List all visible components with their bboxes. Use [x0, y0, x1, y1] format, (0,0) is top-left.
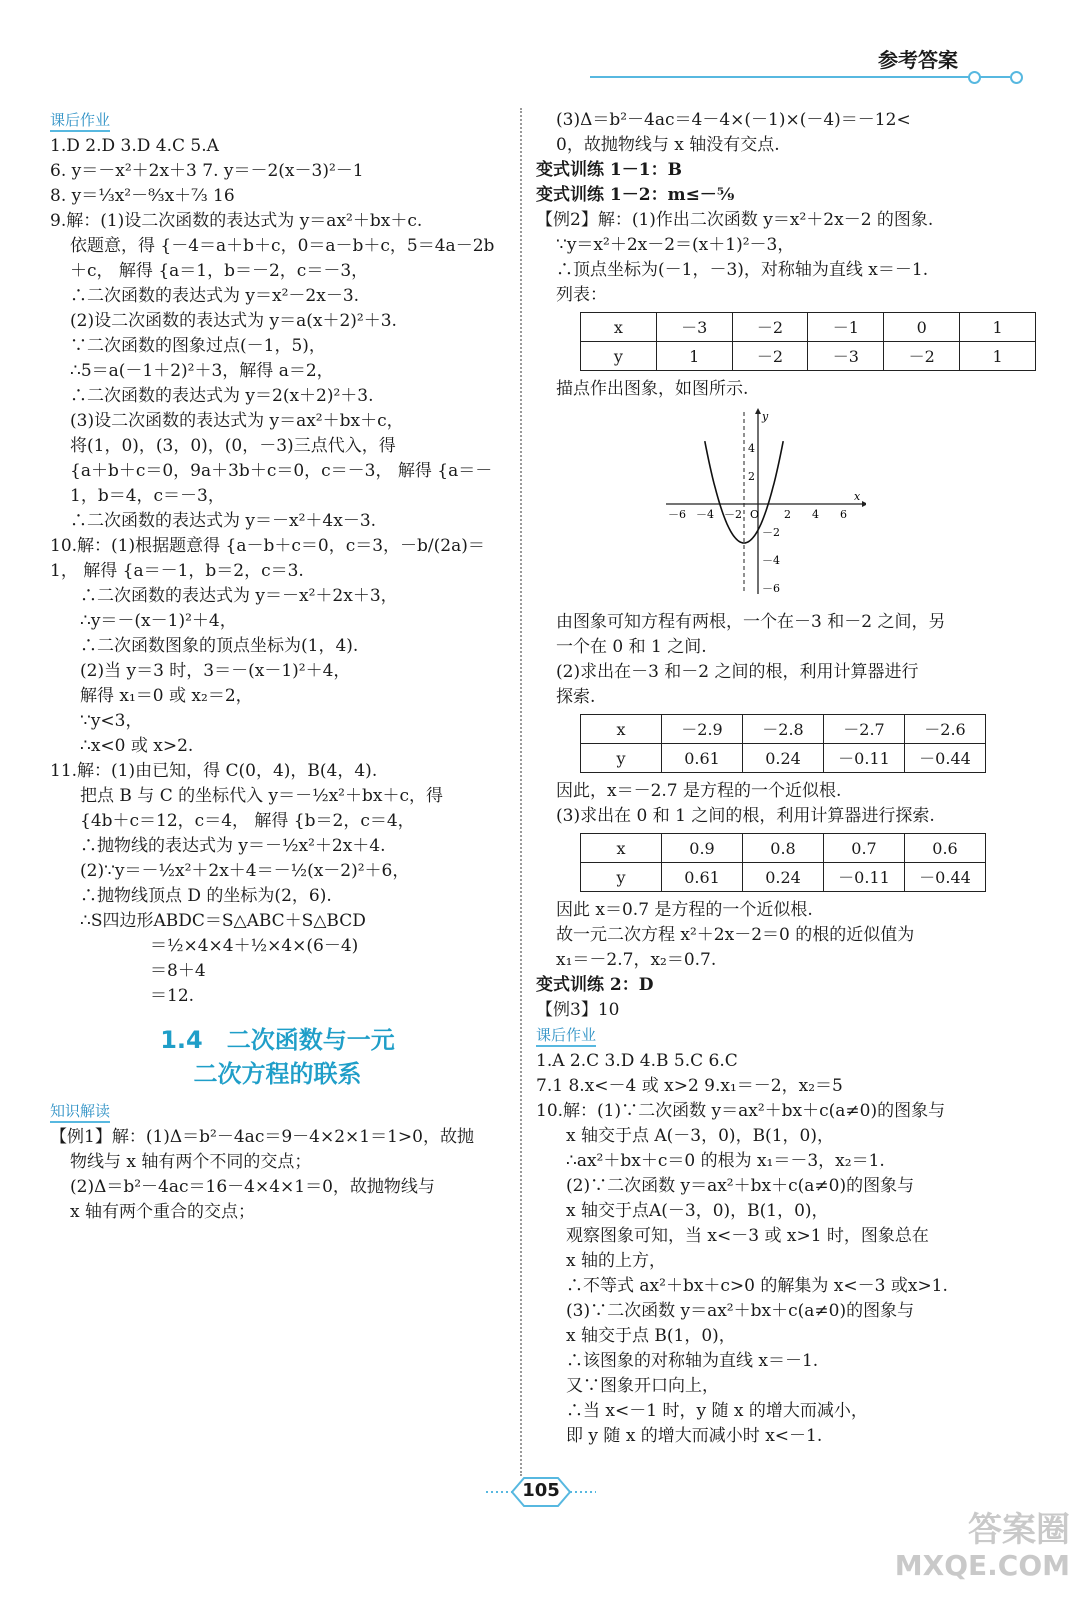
answer-line: ∴ax²＋bx＋c＝0 的根为 x₁＝－3，x₂＝1.: [566, 1151, 885, 1171]
answer-line: x 轴交于点A(－3，0)，B(1，0)，: [566, 1201, 829, 1221]
answer-line: ∴二次函数的表达式为 y＝2(x＋2)²＋3.: [70, 386, 374, 406]
table-cell: 0.24: [743, 744, 824, 773]
section-label-homework: 课后作业: [50, 110, 110, 132]
table-row: [581, 313, 1036, 342]
answer-line: 一个在 0 和 1 之间.: [556, 637, 707, 657]
answer-line: 依题意，得 {－4＝a＋b＋c，0＝a－b＋c，5＝4a－2b＋c， 解得 {a＝1，b＝－2，c＝－3，: [70, 236, 495, 281]
page-number-badge: [486, 1472, 596, 1512]
table-row: [581, 715, 986, 744]
answer-line: ∴该图象的对称轴为直线 x＝－1.: [566, 1351, 819, 1371]
x-tick-origin: O: [750, 508, 760, 521]
answer-line: 10.解：(1)∵二次函数 y＝ax²＋bx＋c(a≠0)的图象与: [536, 1101, 946, 1121]
y-tick: －2: [762, 526, 780, 539]
answer-line: ∴二次函数的表达式为 y＝x²－2x－3.: [70, 286, 360, 306]
y-tick: 4: [748, 442, 755, 455]
answer-line: {4b＋c＝12，c＝4， 解得 {b＝2，c＝4，: [80, 811, 415, 831]
answer-line: 8. y＝⅓x²－⁸⁄₃x＋⁷⁄₃ 16: [50, 186, 235, 206]
answer-line: {a＋b＋c＝0，9a＋3b＋c＝0，c＝－3， 解得 {a＝－1，b＝4，c＝－3，: [70, 461, 493, 506]
answer-line: 描点作出图象，如图所示.: [556, 379, 749, 399]
answer-line: ＝8＋4: [150, 961, 206, 981]
column-divider: [520, 108, 522, 1476]
table-cell: 0.9: [662, 834, 743, 863]
answer-line: ∴二次函数的表达式为 y＝－x²＋2x＋3，: [80, 586, 398, 606]
answer-line: ∴当 x<－1 时，y 随 x 的增大而减小，: [566, 1401, 868, 1421]
table-cell: －3: [656, 313, 732, 342]
table-cell: 1: [960, 313, 1036, 342]
table-cell: 0: [884, 313, 960, 342]
answer-line: x 轴有两个重合的交点；: [70, 1202, 255, 1222]
value-table-1: [580, 312, 1036, 371]
table-cell: x: [581, 715, 662, 744]
answer-line: x 轴交于点 B(1，0)，: [566, 1326, 736, 1346]
answer-line: 【例2】解：(1)作出二次函数 y＝x²＋2x－2 的图象.: [536, 210, 934, 230]
table-cell: y: [581, 342, 657, 371]
answer-line: 【例1】解：(1)Δ＝b²－4ac＝9－4×2×1＝1>0，故抛: [50, 1127, 474, 1147]
y-tick: －4: [762, 554, 780, 567]
answer-line: 解得 x₁＝0 或 x₂＝2，: [80, 686, 253, 706]
x-tick: －6: [668, 508, 686, 521]
header-dot: [968, 71, 981, 84]
table-cell: －2.6: [905, 715, 986, 744]
answer-line: 【例3】10: [536, 1000, 620, 1020]
x-tick: －4: [696, 508, 714, 521]
x-axis-arrow: [862, 501, 866, 507]
table-cell: －0.44: [905, 744, 986, 773]
table-row: [581, 863, 986, 892]
answer-line: 9.解：(1)设二次函数的表达式为 y＝ax²＋bx＋c.: [50, 211, 423, 231]
y-tick: －6: [762, 582, 780, 595]
answer-line: (3)Δ＝b²－4ac＝4－4×(－1)×(－4)＝－12<: [556, 110, 911, 130]
table-cell: 0.6: [905, 834, 986, 863]
left-column: [50, 108, 505, 1225]
header-dot: [1010, 71, 1023, 84]
table-cell: －1: [808, 313, 884, 342]
table-cell: －0.11: [824, 863, 905, 892]
table-cell: 0.61: [662, 744, 743, 773]
answer-line: 变式训练 2：D: [536, 975, 654, 995]
answer-line: 6. y＝－x²＋2x＋3 7. y＝－2(x－3)²－1: [50, 161, 364, 181]
answer-line: 故一元二次方程 x²＋2x－2＝0 的根的近似值为: [556, 925, 915, 945]
answer-line: ∴抛物线顶点 D 的坐标为(2，6).: [80, 886, 332, 906]
watermark-text: 答案圈: [968, 1510, 1070, 1550]
answer-line: ∵二次函数的图象过点(－1，5)，: [70, 336, 326, 356]
answer-line: 7.1 8.x<－4 或 x>2 9.x₁＝－2，x₂＝5: [536, 1076, 843, 1096]
answer-line: (2)∵二次函数 y＝ax²＋bx＋c(a≠0)的图象与: [566, 1176, 915, 1196]
table-row: [581, 342, 1036, 371]
answer-line: ∴二次函数的表达式为 y＝－x²＋4x－3.: [70, 511, 377, 531]
section-label-homework: 课后作业: [536, 1025, 596, 1047]
right-column: [536, 108, 1036, 1449]
answer-line: 因此，x＝－2.7 是方程的一个近似根.: [556, 781, 842, 801]
watermark: [870, 1510, 1070, 1590]
answer-line: 又∵图象开口向上，: [566, 1376, 719, 1396]
value-table-2: [580, 714, 986, 773]
x-tick: 4: [812, 508, 819, 521]
x-tick: 6: [840, 508, 847, 521]
answer-line: ＝½×4×4＋½×4×(6－4): [150, 936, 359, 956]
chapter-title-line: 二次方程的联系: [193, 1060, 362, 1088]
table-cell: －3: [808, 342, 884, 371]
answer-line: ∴5＝a(－1＋2)²＋3，解得 a＝2，: [70, 361, 334, 381]
table-cell: y: [581, 863, 662, 892]
answer-line: x 轴的上方，: [566, 1251, 666, 1271]
answer-line: ∴S四边形ABDC＝S△ABC＋S△BCD: [80, 911, 366, 931]
table-cell: 0.7: [824, 834, 905, 863]
answer-line: ∵y<3，: [80, 711, 143, 731]
answer-line: 把点 B 与 C 的坐标代入 y＝－½x²＋bx＋c，得: [80, 786, 443, 806]
table-cell: 0.61: [662, 863, 743, 892]
y-tick: 2: [748, 470, 755, 483]
answer-line: 由图象可知方程有两根，一个在－3 和－2 之间，另: [556, 612, 946, 632]
answer-line: 变式训练 1－2：m≤－⁵⁄₉: [536, 185, 735, 205]
answer-line: 因此 x＝0.7 是方程的一个近似根.: [556, 900, 813, 920]
table-row: [581, 834, 986, 863]
table-row: [581, 744, 986, 773]
table-cell: －2.8: [743, 715, 824, 744]
answer-line: 10.解：(1)根据题意得 {a－b＋c＝0，c＝3，－b/(2a)＝1， 解得 {a＝－1，b＝2，c＝3.: [50, 536, 485, 581]
x-tick: 2: [784, 508, 791, 521]
table-cell: x: [581, 834, 662, 863]
chapter-title: [50, 1023, 505, 1091]
answer-line: (2)Δ＝b²－4ac＝16－4×4×1＝0，故抛物线与: [70, 1177, 435, 1197]
table-cell: 0.24: [743, 863, 824, 892]
answer-line: 变式训练 1－1：B: [536, 160, 682, 180]
table-cell: y: [581, 744, 662, 773]
watermark-url: MXQE.COM: [894, 1549, 1070, 1582]
value-table-3: [580, 833, 986, 892]
table-cell: －2.9: [662, 715, 743, 744]
table-cell: －0.44: [905, 863, 986, 892]
answer-line: 探索.: [556, 687, 596, 707]
answer-line: 1.A 2.C 3.D 4.B 5.C 6.C: [536, 1051, 738, 1071]
table-cell: x: [581, 313, 657, 342]
x-axis-label: x: [854, 490, 861, 503]
y-axis-arrow: [755, 408, 761, 414]
answer-line: ∴顶点坐标为(－1，－3)，对称轴为直线 x＝－1.: [556, 260, 929, 280]
table-cell: －0.11: [824, 744, 905, 773]
page-number: 105: [522, 1480, 560, 1501]
answer-line: ∴不等式 ax²＋bx＋c>0 的解集为 x<－3 或x>1.: [566, 1276, 948, 1296]
section-label-knowledge: 知识解读: [50, 1101, 110, 1123]
answer-line: x 轴交于点 A(－3，0)，B(1，0)，: [566, 1126, 834, 1146]
table-cell: －2: [732, 313, 808, 342]
answer-line: 观察图象可知，当 x<－3 或 x>1 时，图象总在: [566, 1226, 929, 1246]
chapter-title-line: 1.4 二次函数与一元: [160, 1026, 395, 1054]
answer-line: 1.D 2.D 3.D 4.C 5.A: [50, 136, 219, 156]
table-cell: －2.7: [824, 715, 905, 744]
y-axis-label: y: [762, 410, 769, 423]
answer-line: (3)∵二次函数 y＝ax²＋bx＋c(a≠0)的图象与: [566, 1301, 915, 1321]
answer-line: 列表：: [556, 285, 607, 305]
answer-line: (3)设二次函数的表达式为 y＝ax²＋bx＋c，: [70, 411, 404, 431]
table-cell: －2: [732, 342, 808, 371]
parabola-graph: [666, 408, 866, 598]
answer-line: (2)∵y＝－½x²＋2x＋4＝－½(x－2)²＋6，: [80, 861, 410, 881]
answer-line: (3)求出在 0 和 1 之间的根，利用计算器进行探索.: [556, 806, 935, 826]
answer-line: ∵y＝x²＋2x－2＝(x＋1)²－3，: [556, 235, 795, 255]
table-cell: 1: [656, 342, 732, 371]
x-tick: －2: [724, 508, 742, 521]
answer-line: 将(1，0)，(3，0)，(0，－3)三点代入，得: [70, 436, 396, 456]
answer-line: ∴x<0 或 x>2.: [80, 736, 194, 756]
answer-line: 即 y 随 x 的增大而减小时 x<－1.: [566, 1426, 823, 1446]
answer-line: ∴y＝－(x－1)²＋4，: [80, 611, 237, 631]
table-cell: 1: [960, 342, 1036, 371]
table-cell: －2: [884, 342, 960, 371]
answer-line: (2)当 y＝3 时，3＝－(x－1)²＋4，: [80, 661, 351, 681]
answer-line: ＝12.: [150, 986, 195, 1006]
answer-line: 0，故抛物线与 x 轴没有交点.: [556, 135, 780, 155]
answer-line: 11.解：(1)由已知，得 C(0，4)，B(4，4).: [50, 761, 378, 781]
answer-line: (2)设二次函数的表达式为 y＝a(x＋2)²＋3.: [70, 311, 397, 331]
answer-line: 物线与 x 轴有两个不同的交点；: [70, 1152, 312, 1172]
answer-line: (2)求出在－3 和－2 之间的根，利用计算器进行: [556, 662, 919, 682]
page-header-title: 参考答案: [878, 48, 958, 72]
answer-line: x₁＝－2.7，x₂＝0.7.: [556, 950, 717, 970]
answer-line: ∴抛物线的表达式为 y＝－½x²＋2x＋4.: [80, 836, 386, 856]
header-rule: [590, 76, 1010, 78]
table-cell: 0.8: [743, 834, 824, 863]
answer-line: ∴二次函数图象的顶点坐标为(1，4).: [80, 636, 359, 656]
